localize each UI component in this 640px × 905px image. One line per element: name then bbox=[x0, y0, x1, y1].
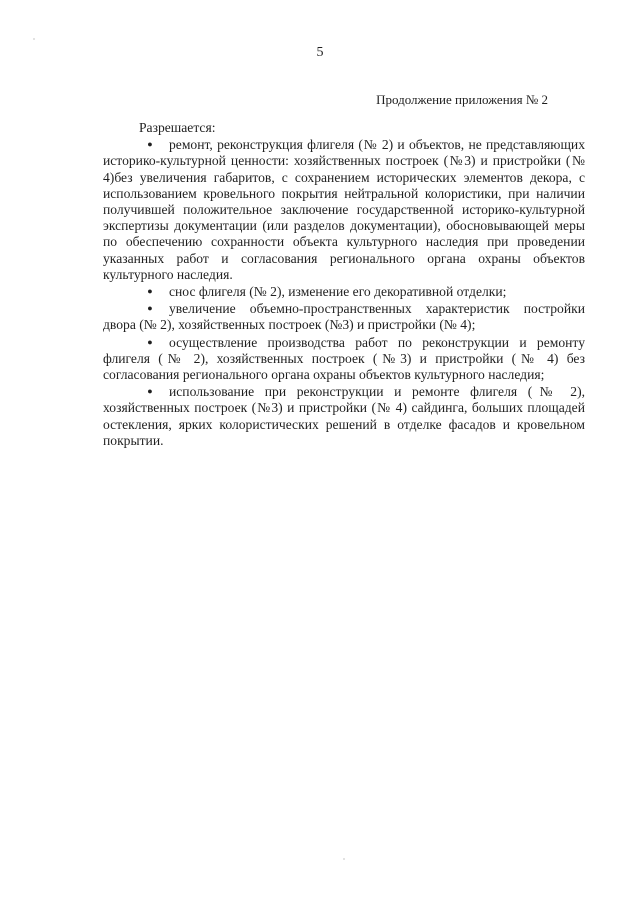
bullet-icon: ● bbox=[147, 286, 153, 297]
bullet-icon: ● bbox=[147, 139, 153, 150]
page-number: 5 bbox=[316, 45, 324, 60]
appendix-continuation-note: Продолжение приложения № 2 bbox=[376, 92, 548, 107]
list-item bbox=[103, 300, 585, 333]
list-item-text: ремонт, реконструкция флигеля (№ 2) и объектов, не представляющих историко-культурной ценности: хозяйственных построек (№3) и пристройки (№ 4)без увеличения габаритов, с сохранением исторических элементов декора, с использованием кровельного покрытия нейтральной колористики, при наличии получившей положительное заключение государственной историко-культурной экспертизы документации (или разделов документации), обосновывающей меры по обеспечению сохранности объекта культурного наследия при проведении указанных работ и согласования регионального органа охраны объектов культурного наследия. bbox=[103, 137, 585, 282]
list-item bbox=[103, 283, 585, 300]
section-heading: Разрешается: bbox=[139, 120, 216, 135]
list-item-text: осуществление производства работ по реконструкции и ремонту флигеля (№ 2), хозяйственных построек (№3) и пристройки (№ 4) без согласования регионального органа охраны объектов культурного наследия; bbox=[103, 334, 585, 383]
list-item bbox=[103, 383, 585, 449]
list-item-text: использование при реконструкции и ремонте флигеля (№ 2), хозяйственных построек (№3) и пристройки (№ 4) сайдинга, больших площадей остекления, ярких колористических решений в отделке фасадов и кровельном покрытии. bbox=[103, 384, 585, 448]
bullet-icon: ● bbox=[147, 386, 153, 397]
list-item-text: увеличение объемно-пространственных характеристик постройки двора (№ 2), хозяйственных построек (№3) и пристройки (№ 4); bbox=[103, 301, 585, 333]
document-body bbox=[103, 120, 585, 449]
list-item bbox=[103, 136, 585, 283]
bullet-icon: ● bbox=[147, 336, 153, 347]
list-item-text: снос флигеля (№ 2), изменение его декоративной отделки; bbox=[169, 284, 507, 300]
bullet-icon: ● bbox=[147, 303, 153, 314]
list-item bbox=[103, 334, 585, 384]
